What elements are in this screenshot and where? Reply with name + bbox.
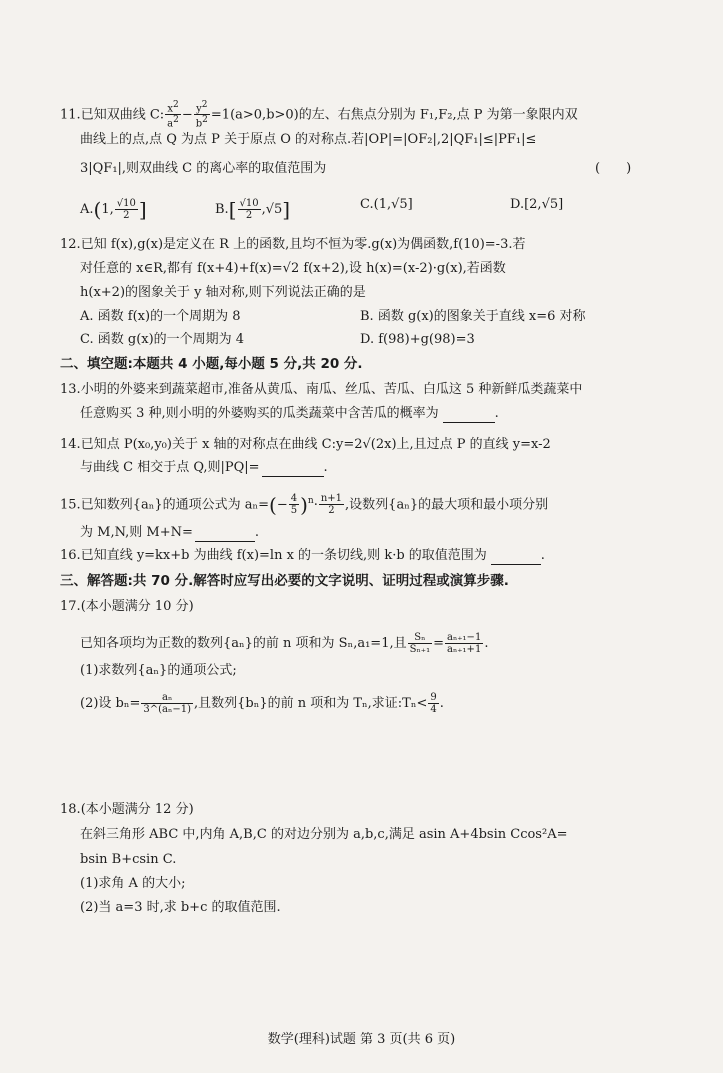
- q13-answer-blank: [443, 408, 495, 423]
- q11-option-c: C.(1,√5]: [360, 197, 413, 212]
- section-2-heading: 二、填空题:本题共 4 小题,每小题 5 分,共 20 分.: [60, 356, 363, 372]
- q14-line1: 14.已知点 P(x₀,y₀)关于 x 轴的对称点在曲线 C:y=2√(2x)上,且过点 P 的直线 y=x-2: [60, 437, 551, 452]
- q15-line2: 为 M,N,则 M+N= .: [80, 525, 259, 540]
- q15-answer-blank: [195, 527, 255, 542]
- q16-number: 16.: [60, 548, 81, 563]
- q18-number: 18.: [60, 802, 81, 817]
- q13-line2: 任意购买 3 种,则小明的外婆购买的瓜类蔬菜中含苦瓜的概率为 .: [80, 406, 499, 421]
- page-footer: 数学(理科)试题 第 3 页(共 6 页): [267, 1032, 456, 1047]
- q11-line3: 3|QF₁|,则双曲线 C 的离心率的取值范围为: [80, 161, 327, 176]
- q18-line1: 在斜三角形 ABC 中,内角 A,B,C 的对边分别为 a,b,c,满足 asin A+4bsin Ccos²A=: [80, 827, 568, 842]
- q12-option-c: C. 函数 g(x)的一个周期为 4: [80, 332, 245, 347]
- q11-line1: 11.已知双曲线 C: $\frac{x2}{a2}$ − $\frac{y2}{b2}$ =1(a>0,b>0)的左、右焦点分别为 F₁,F₂,点 P 为第一象限内双: [60, 100, 578, 130]
- q11-option-a: A.(1, $\frac{√10}{2}$ ]: [80, 197, 147, 222]
- q12-option-b: B. 函数 g(x)的图象关于直线 x=6 对称: [360, 309, 586, 324]
- q14-answer-blank: [262, 462, 324, 477]
- q11-y-fraction: $\frac{y2}{b2}$: [195, 100, 208, 130]
- q18-line2: bsin B+csin C.: [80, 852, 177, 867]
- q11-line2: 曲线上的点,点 Q 为点 P 关于原点 O 的对称点.若|OP|=|OF₂|,2|QF₁|≤|PF₁|≤: [80, 132, 537, 147]
- q18-header: 18.(本小题满分 12 分): [60, 802, 194, 817]
- q11-x-fraction: $\frac{x2}{a2}$: [167, 100, 179, 130]
- q12-line3: h(x+2)的图象关于 y 轴对称,则下列说法正确的是: [80, 285, 366, 300]
- q11-answer-paren: ( ): [595, 161, 632, 176]
- q18-part2: (2)当 a=3 时,求 b+c 的取值范围.: [80, 900, 281, 915]
- q18-part1: (1)求角 A 的大小;: [80, 876, 186, 891]
- q17-stem: 已知各项均为正数的数列{aₙ}的前 n 项和为 Sₙ,a₁=1,且 $\frac{\text{Sₙ}}{\text{Sₙ₊₁}}$ = $\frac{\text{aₙ₊₁−1}}{\text{aₙ₊₁+1}}$ .: [80, 632, 489, 655]
- q17-part2: (2)设 bₙ= $\frac{\text{aₙ}}{\text{3\textasciicircum{}(aₙ−1)}}$ ,且数列{bₙ}的前 n 项和为 Tₙ,求证:Tₙ< $\frac{9}{4}$ .: [80, 692, 444, 715]
- q12-number: 12.: [60, 237, 81, 252]
- q11-option-b: B.[ $\frac{√10}{2}$ ,√5]: [215, 197, 291, 222]
- q11-option-d: D.[2,√5]: [510, 197, 564, 212]
- q16-line1: 16.已知直线 y=kx+b 为曲线 f(x)=ln x 的一条切线,则 k·b 的取值范围为 .: [60, 548, 545, 563]
- q12-option-a: A. 函数 f(x)的一个周期为 8: [80, 309, 241, 324]
- q14-line2: 与曲线 C 相交于点 Q,则|PQ|= .: [80, 460, 328, 475]
- q15-number: 15.: [60, 497, 81, 513]
- q17-number: 17.: [60, 599, 81, 614]
- q11-number: 11.: [60, 107, 81, 123]
- q17-header: 17.(本小题满分 10 分): [60, 599, 194, 614]
- section-3-heading: 三、解答题:共 70 分.解答时应写出必要的文字说明、证明过程或演算步骤.: [60, 573, 509, 589]
- q12-line1: 12.已知 f(x),g(x)是定义在 R 上的函数,且均不恒为零.g(x)为偶函数,f(10)=-3.若: [60, 237, 526, 252]
- q12-option-d: D. f(98)+g(98)=3: [360, 332, 475, 347]
- q12-line2: 对任意的 x∈R,都有 f(x+4)+f(x)=√2 f(x+2),设 h(x)=(x-2)·g(x),若函数: [80, 261, 506, 276]
- q17-part1: (1)求数列{aₙ}的通项公式;: [80, 663, 237, 678]
- q16-answer-blank: [491, 550, 541, 565]
- q13-line1: 13.小明的外婆来到蔬菜超市,准备从黄瓜、南瓜、丝瓜、苦瓜、白瓜这 5 种新鲜瓜类蔬菜中: [60, 382, 583, 397]
- q15-line1: 15.已知数列{aₙ}的通项公式为 aₙ=(− $\frac{4}{5}$ )$^n$· $\frac{n+1}{2}$ ,设数列{aₙ}的最大项和最小项分别: [60, 492, 549, 517]
- q14-number: 14.: [60, 437, 81, 452]
- q13-number: 13.: [60, 382, 81, 397]
